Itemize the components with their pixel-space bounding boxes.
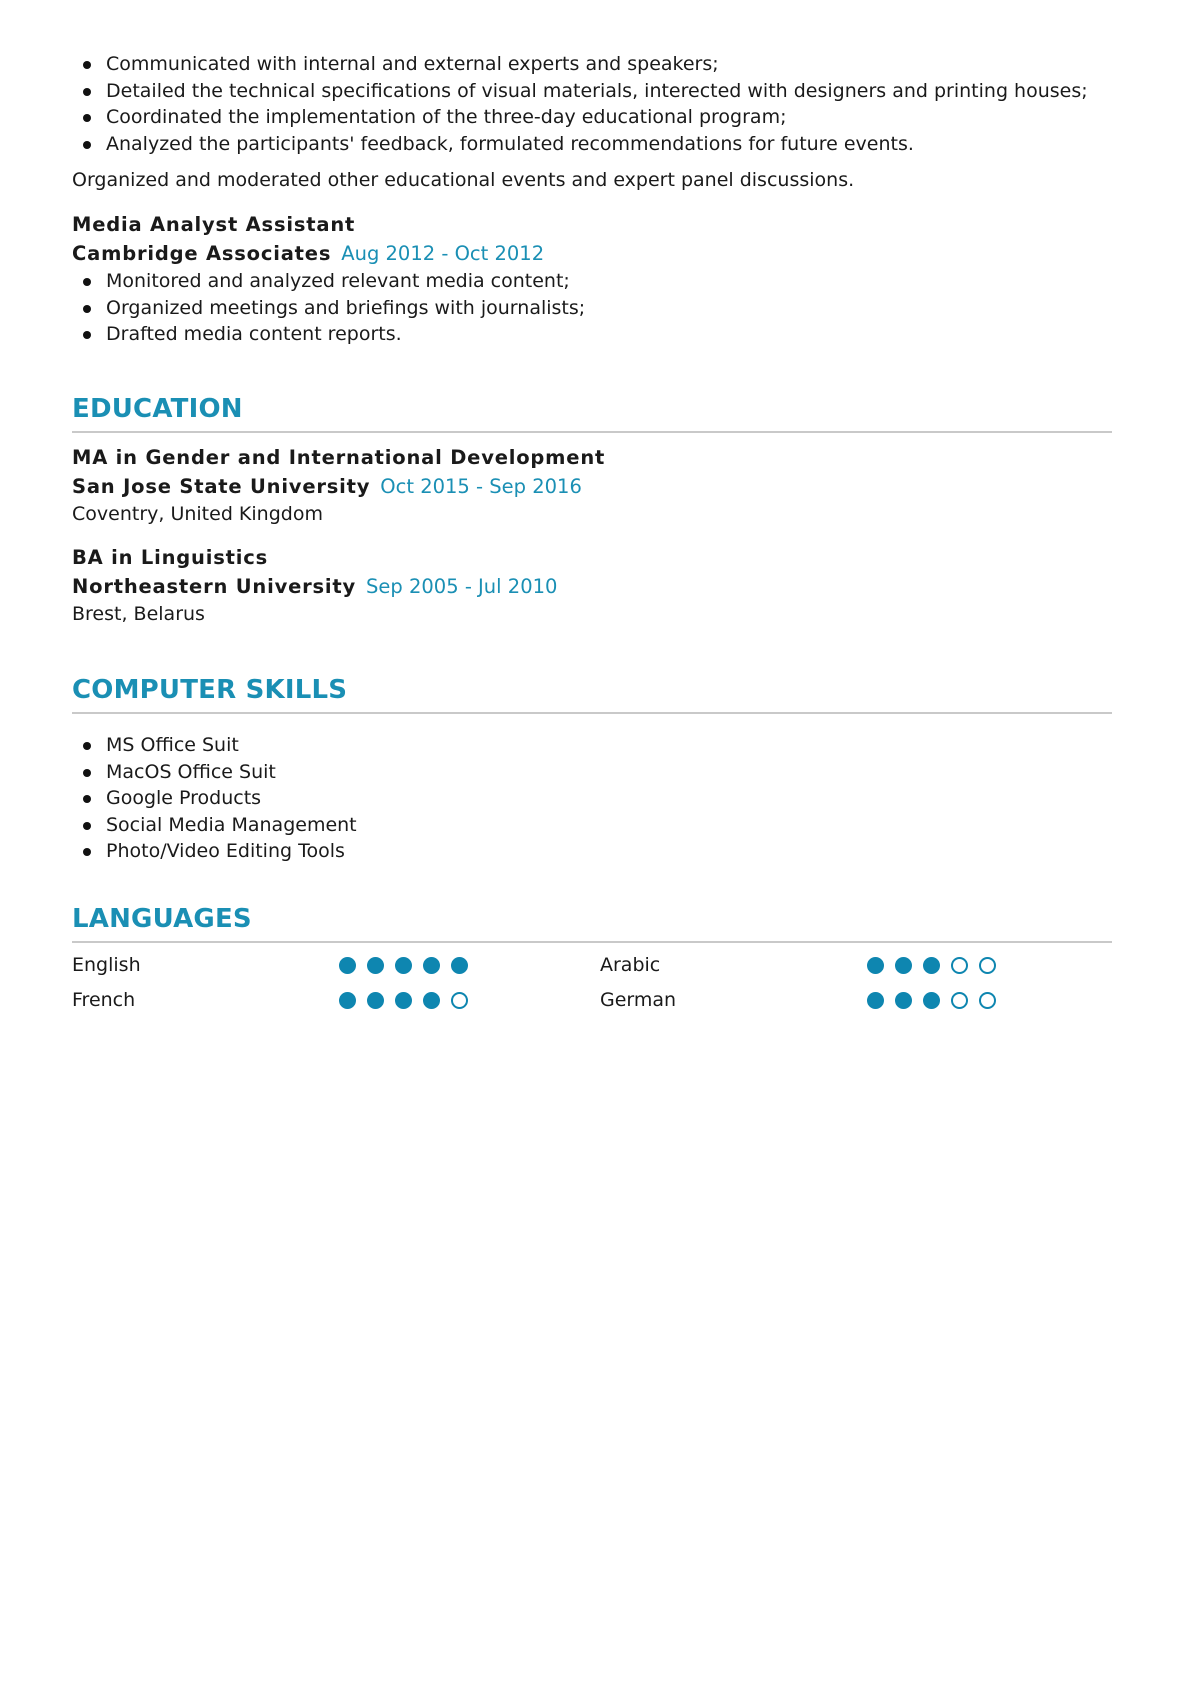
- education-location: Coventry, United Kingdom: [72, 503, 323, 525]
- list-item: Google Products: [72, 785, 1112, 812]
- rating-dot-filled: [423, 957, 440, 974]
- rating-dot-empty: [979, 957, 996, 974]
- rating-dot-empty: [951, 992, 968, 1009]
- rating-dot-filled: [367, 957, 384, 974]
- school-name: San Jose State University: [72, 475, 371, 498]
- language-rating-english: [339, 957, 468, 974]
- job-entry: [72, 210, 1112, 348]
- school-name: Northeastern University: [72, 575, 357, 598]
- job-dates: Aug 2012 - Oct 2012: [341, 242, 545, 265]
- rating-dot-empty: [451, 992, 468, 1009]
- rating-dot-filled: [923, 957, 940, 974]
- list-item: Drafted media content reports.: [72, 321, 1112, 348]
- rating-dot-filled: [451, 957, 468, 974]
- language-name: French: [72, 989, 136, 1011]
- education-entry: [72, 543, 1112, 628]
- languages-section: [72, 902, 1112, 1013]
- degree: MA in Gender and International Development: [72, 446, 606, 469]
- section-divider: [72, 431, 1112, 433]
- school-line: [72, 572, 1112, 601]
- experience-note: Organized and moderated other educational events and expert panel discussions.: [72, 169, 855, 191]
- list-item: MacOS Office Suit: [72, 759, 1112, 786]
- section-title: COMPUTER SKILLS: [72, 675, 348, 705]
- job-title: Media Analyst Assistant: [72, 213, 356, 236]
- rating-dot-filled: [923, 992, 940, 1009]
- section-title: EDUCATION: [72, 394, 243, 424]
- list-item: Social Media Management: [72, 812, 1112, 839]
- rating-dot-filled: [367, 992, 384, 1009]
- rating-dot-filled: [395, 992, 412, 1009]
- list-item: Detailed the technical specifications of visual materials, interected with designers and printing houses;: [72, 78, 1112, 105]
- job-org-line: [72, 239, 1112, 268]
- language-name: German: [600, 989, 677, 1011]
- rating-dot-filled: [339, 992, 356, 1009]
- list-item: MS Office Suit: [72, 732, 1112, 759]
- computer-skills-section: [72, 673, 1112, 865]
- language-rating-arabic: [867, 957, 996, 974]
- language-name: Arabic: [600, 954, 661, 976]
- rating-dot-filled: [867, 992, 884, 1009]
- list-item: Monitored and analyzed relevant media content;: [72, 268, 1112, 295]
- list-item: Coordinated the implementation of the three-day educational program;: [72, 104, 1112, 131]
- rating-dot-filled: [895, 992, 912, 1009]
- list-item: Analyzed the participants' feedback, formulated recommendations for future events.: [72, 131, 1112, 158]
- skills-list: [72, 732, 1112, 865]
- education-location: Brest, Belarus: [72, 603, 205, 625]
- language-name: English: [72, 954, 141, 976]
- rating-dot-empty: [979, 992, 996, 1009]
- company-name: Cambridge Associates: [72, 242, 332, 265]
- list-item: Communicated with internal and external experts and speakers;: [72, 51, 1112, 78]
- degree: BA in Linguistics: [72, 546, 268, 569]
- languages-grid: [72, 943, 1112, 1013]
- rating-dot-filled: [895, 957, 912, 974]
- rating-dot-empty: [951, 957, 968, 974]
- list-item: Photo/Video Editing Tools: [72, 838, 1112, 865]
- job-bullets: [72, 268, 1112, 348]
- language-rating-german: [867, 992, 996, 1009]
- list-item: Organized meetings and briefings with journalists;: [72, 295, 1112, 322]
- experience-bullets: [72, 51, 1112, 157]
- school-line: [72, 472, 1112, 501]
- education-dates: Oct 2015 - Sep 2016: [380, 475, 582, 498]
- education-entry: [72, 443, 1112, 528]
- rating-dot-filled: [339, 957, 356, 974]
- rating-dot-filled: [395, 957, 412, 974]
- section-divider: [72, 712, 1112, 714]
- rating-dot-filled: [867, 957, 884, 974]
- education-section: [72, 392, 1112, 628]
- education-dates: Sep 2005 - Jul 2010: [366, 575, 558, 598]
- section-title: LANGUAGES: [72, 904, 252, 934]
- rating-dot-filled: [423, 992, 440, 1009]
- language-rating-french: [339, 992, 468, 1009]
